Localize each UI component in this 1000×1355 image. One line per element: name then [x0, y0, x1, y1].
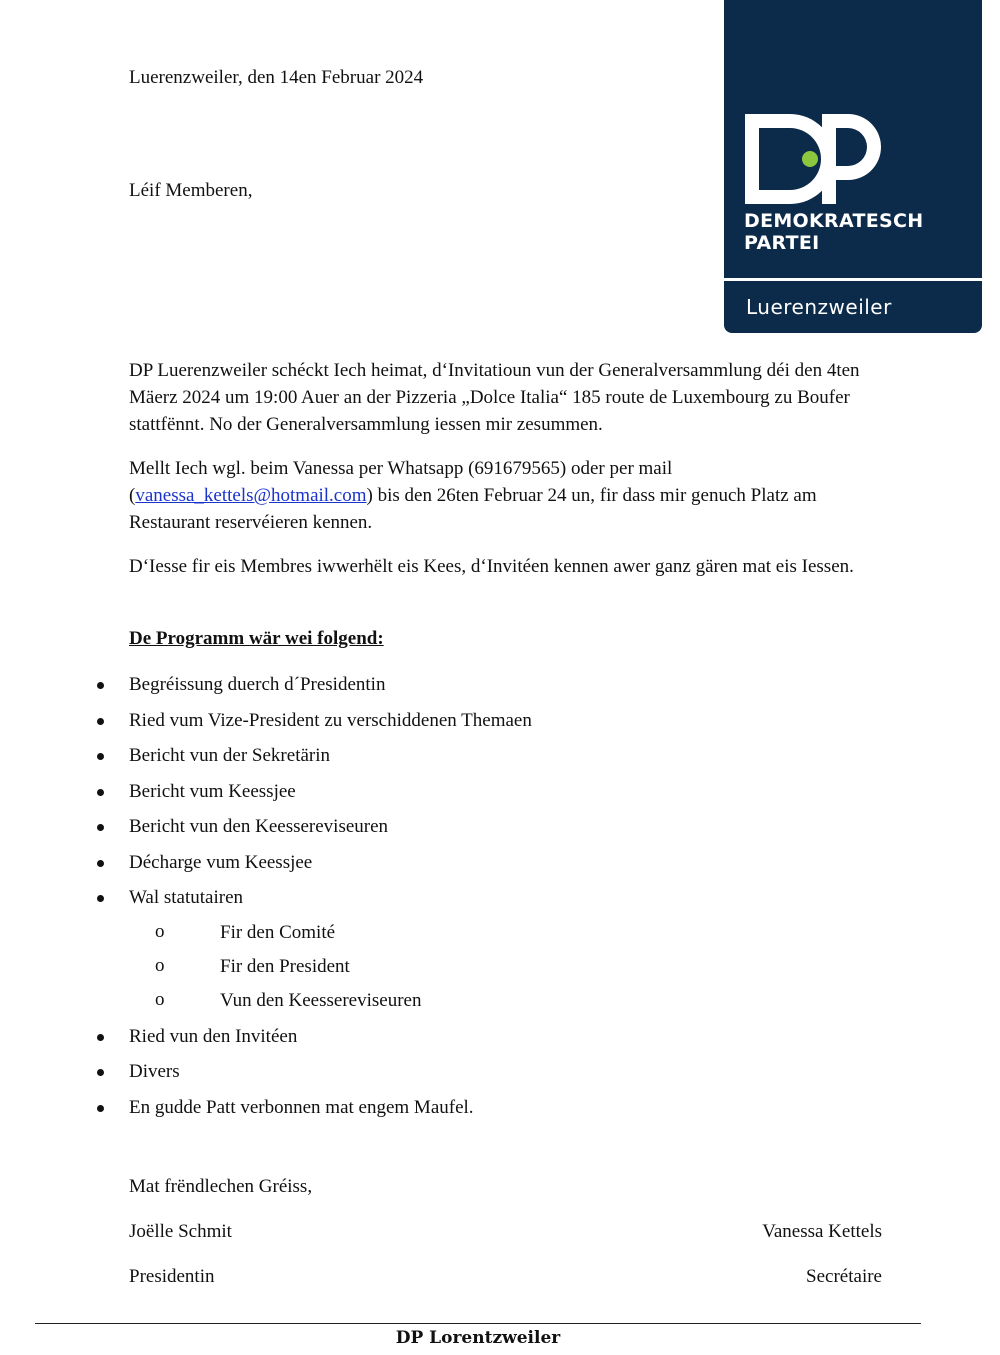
signer-left-role: Presidentin — [129, 1266, 215, 1287]
bullet-icon — [97, 1034, 104, 1041]
bullet-icon — [97, 1105, 104, 1112]
logo-party-name — [744, 210, 923, 254]
signer-left-name: Joëlle Schmit — [129, 1221, 232, 1242]
bullet-icon — [97, 789, 104, 796]
closing: Mat frëndlechen Gréiss, — [129, 1176, 313, 1197]
bullet-icon — [97, 682, 104, 689]
place-date: Luerenzweiler, den 14en Februar 2024 — [129, 67, 424, 88]
logo-section-band — [724, 281, 982, 333]
email-link[interactable]: vanessa_kettels@hotmail.com — [135, 485, 367, 506]
bullet-icon — [97, 824, 104, 831]
footer-divider — [35, 1323, 921, 1324]
paragraph-registration — [129, 455, 889, 536]
paragraph-invitation: DP Luerenzweiler schéckt Iech heimat, d‘Invitatioun vun der Generalversammlung déi den 4ten Mäerz 2024 um 19:00 Auer an der Pizzeria „Dolce Italia“ 185 route de Luxembourg zu Boufer stattfënnt. No der Generalversammlung iessen mir zesummen. — [129, 360, 860, 435]
bullet-icon — [97, 718, 104, 725]
salutation: Léif Memberen, — [129, 180, 253, 201]
paragraph-dinner: D‘Iesse fir eis Membres iwwerhëlt eis Kees, d‘Invitéen kennen awer ganz gären mat eis Iessen. — [129, 556, 854, 577]
signer-right-name: Vanessa Kettels — [762, 1221, 882, 1242]
bullet-icon — [97, 753, 104, 760]
logo-line-1: DEMOKRATESCH — [744, 210, 924, 232]
sub-bullet-icon: o — [155, 989, 165, 1010]
registration-text-start: Mellt Iech wgl. beim Vanessa per Whatsapp (691679565) oder per mail ( — [129, 458, 673, 506]
bullet-icon — [97, 895, 104, 902]
bullet-icon — [97, 860, 104, 867]
bullet-icon — [97, 1069, 104, 1076]
logo-line-2: PARTEI — [744, 232, 820, 254]
logo-section-name: Luerenzweiler — [746, 295, 892, 319]
party-logo — [724, 0, 982, 278]
sub-bullet-icon: o — [155, 955, 165, 976]
sub-bullet-icon: o — [155, 921, 165, 942]
signer-right-role: Secrétaire — [806, 1266, 882, 1287]
footer-text: DP Lorentzweiler — [395, 1328, 561, 1348]
registration-text-end: ) bis den 26ten Februar 24 un, fir dass mir genuch Platz am Restaurant reservéieren kennen. — [129, 485, 817, 533]
program-heading: De Programm wär wei folgend: — [129, 628, 384, 649]
